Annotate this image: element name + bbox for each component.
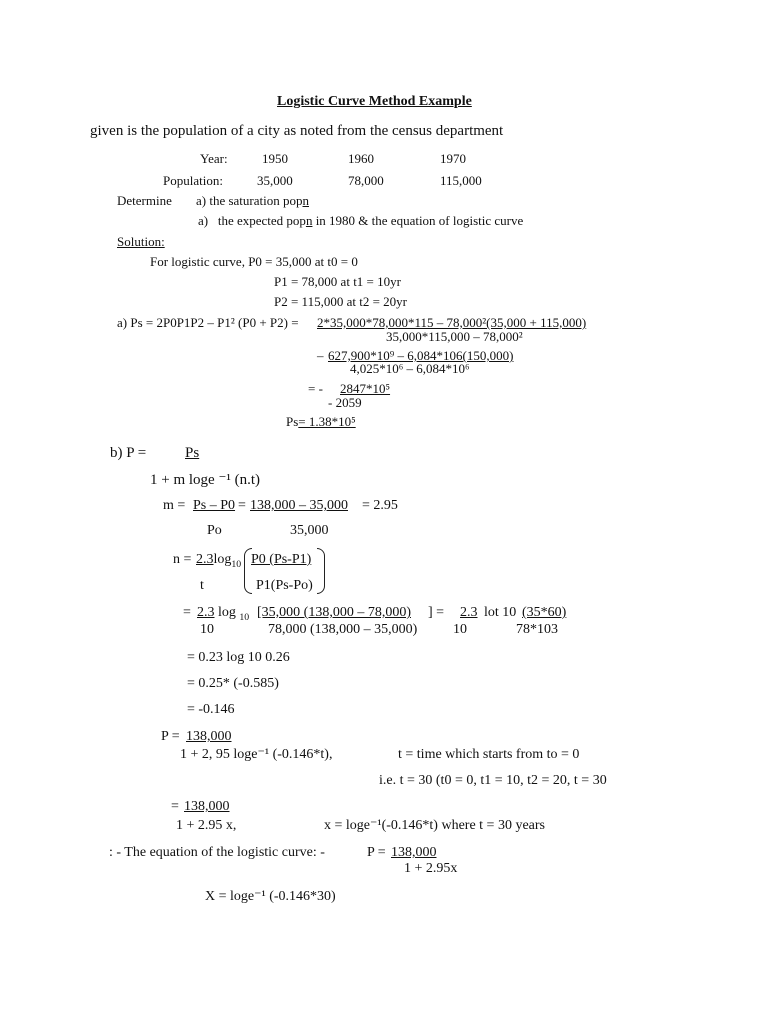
n2-bracket: ] = bbox=[428, 605, 445, 620]
equation-p: P = bbox=[367, 845, 386, 860]
p-prefix: P = bbox=[161, 729, 180, 744]
ps-result: Ps= 1.38*10⁵ bbox=[286, 414, 356, 429]
p1-line: P1 = 78,000 at t1 = 10yr bbox=[274, 274, 401, 289]
year-1970: 1970 bbox=[440, 151, 466, 166]
ps-step2-prefix: – bbox=[317, 348, 324, 363]
task-expected-population: a) the expected popn in 1980 & the equation of logistic curve bbox=[198, 213, 524, 228]
b-denominator: 1 + m loge ⁻¹ (n.t) bbox=[150, 472, 261, 488]
m-prefix: m = bbox=[163, 498, 186, 513]
n2-coefficient-2: 2.3 bbox=[460, 605, 478, 620]
x-definition: x = loge⁻¹(-0.146*t) where t = 30 years bbox=[324, 818, 545, 833]
p2-line: P2 = 115,000 at t2 = 20yr bbox=[274, 294, 407, 309]
ps-numerator: 2*35,000*78,000*115 – 78,000²(35,000 + 115,000) bbox=[317, 315, 587, 330]
p-denominator: 1 + 2, 95 loge⁻¹ (-0.146*t), bbox=[180, 747, 333, 762]
n-right-paren bbox=[317, 548, 325, 594]
year-1960: 1960 bbox=[348, 151, 374, 166]
n-numerator: P0 (Ps-P1) bbox=[251, 552, 312, 567]
n-step5: = -0.146 bbox=[187, 702, 235, 717]
n2-lot: lot 10 bbox=[484, 605, 517, 620]
n2-coefficient: 2.3 log $_{10}$ bbox=[197, 605, 250, 623]
b-numerator: Ps bbox=[185, 445, 200, 461]
page-title: Logistic Curve Method Example bbox=[277, 94, 472, 109]
p-numerator: 138,000 bbox=[186, 729, 232, 744]
n2-den-10-second: 10 bbox=[453, 622, 467, 637]
ie-line: i.e. t = 30 (t0 = 0, t1 = 10, t2 = 20, t = 30 bbox=[379, 773, 607, 788]
ps-denominator: 35,000*115,000 – 78,000² bbox=[386, 329, 523, 344]
m-numerator-values: 138,000 – 35,000 bbox=[250, 498, 348, 513]
p2-numerator: 138,000 bbox=[184, 799, 230, 814]
t-definition: t = time which starts from to = 0 bbox=[398, 747, 580, 762]
ps-step3-prefix: = - bbox=[308, 381, 323, 396]
b-label: b) P = bbox=[110, 445, 147, 461]
n2-fraction2-numerator: (35*60) bbox=[522, 605, 567, 620]
ps-step3-denominator: - 2059 bbox=[328, 395, 362, 410]
determine-label: Determine bbox=[117, 193, 172, 208]
m-result: = 2.95 bbox=[362, 498, 398, 513]
ps-step3-numerator: 2847*10⁵ bbox=[340, 381, 391, 396]
year-1950: 1950 bbox=[262, 151, 288, 166]
n2-equals: = bbox=[183, 605, 191, 620]
p2-prefix: = bbox=[171, 799, 179, 814]
year-label: Year: bbox=[200, 151, 228, 166]
n-coefficient: $2.3\log_{10}$ bbox=[196, 552, 242, 570]
m-numerator: Ps – P0 bbox=[193, 498, 236, 513]
population-label: Population: bbox=[163, 173, 223, 188]
n2-fraction-numerator: [35,000 (138,000 – 78,000) bbox=[257, 605, 411, 620]
equation-label: : - The equation of the logistic curve: - bbox=[109, 845, 325, 860]
ps-formula: a) Ps = 2P0P1P2 – P1² (P0 + P2) = bbox=[117, 315, 299, 330]
ps-step2-denominator: 4,025*10⁶ – 6,084*10⁶ bbox=[350, 361, 470, 376]
n-t-denominator: t bbox=[200, 578, 204, 593]
task-saturation: a) the saturation popn bbox=[196, 193, 309, 208]
n-step3: = 0.23 log 10 0.26 bbox=[187, 650, 290, 665]
equation-denominator: 1 + 2.95x bbox=[404, 861, 458, 876]
p0-line: For logistic curve, P0 = 35,000 at t0 = 0 bbox=[150, 254, 358, 269]
population-1970: 115,000 bbox=[440, 173, 482, 188]
m-equals: = bbox=[238, 498, 246, 513]
p2-denominator: 1 + 2.95 x, bbox=[176, 818, 237, 833]
population-1950: 35,000 bbox=[257, 173, 293, 188]
n2-fraction-denominator: 78,000 (138,000 – 35,000) bbox=[268, 622, 418, 637]
ps-step2-numerator: 627,900*10⁹ – 6,084*106(150,000) bbox=[328, 348, 514, 363]
n-denominator: P1(Ps-Po) bbox=[256, 578, 313, 593]
m-denominator: Po bbox=[207, 523, 222, 538]
intro-text: given is the population of a city as noted from the census department bbox=[90, 123, 504, 139]
n2-den-10: 10 bbox=[200, 622, 214, 637]
population-1960: 78,000 bbox=[348, 173, 384, 188]
n2-fraction2-denominator: 78*103 bbox=[516, 622, 558, 637]
x-final: X = loge⁻¹ (-0.146*30) bbox=[205, 889, 336, 904]
solution-label: Solution: bbox=[117, 234, 165, 249]
n-step4: = 0.25* (-0.585) bbox=[187, 676, 279, 691]
m-denominator-value: 35,000 bbox=[290, 523, 329, 538]
n-prefix: n = bbox=[173, 552, 192, 567]
equation-numerator: 138,000 bbox=[391, 845, 437, 860]
